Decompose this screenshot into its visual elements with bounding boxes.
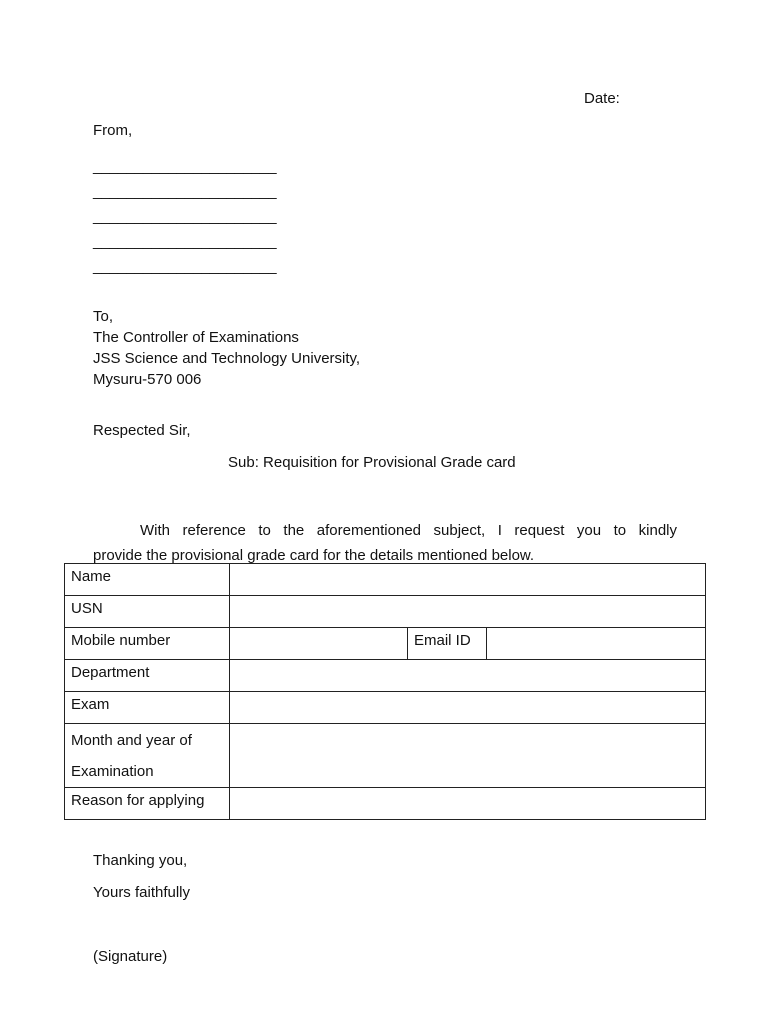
name-field[interactable]: [230, 564, 706, 596]
signature-label: (Signature): [93, 948, 168, 965]
from-blank-line[interactable]: ______________________: [93, 258, 277, 275]
reason-label: Reason for applying: [65, 788, 230, 820]
table-row: [65, 692, 706, 724]
name-label: Name: [65, 564, 230, 596]
details-table: [64, 563, 706, 820]
recipient-line: Mysuru-570 006: [93, 371, 202, 388]
month-year-label: [65, 724, 230, 788]
recipient-line: The Controller of Examinations: [93, 329, 299, 346]
body-paragraph: [93, 518, 677, 568]
from-blank-line[interactable]: ______________________: [93, 208, 277, 225]
usn-label: USN: [65, 596, 230, 628]
table-row: [65, 660, 706, 692]
salutation: Respected Sir,: [93, 422, 191, 439]
recipient-line: JSS Science and Technology University,: [93, 350, 361, 367]
month-year-field[interactable]: [230, 724, 706, 788]
table-row: [65, 788, 706, 820]
usn-field[interactable]: [230, 596, 706, 628]
from-blank-line[interactable]: ______________________: [93, 183, 277, 200]
closing-yours: Yours faithfully: [93, 884, 191, 901]
body-line: With reference to the aforementioned subject, I request you to kindly: [140, 522, 677, 539]
month-year-label-line: Month and year of: [71, 732, 192, 749]
table-row: [65, 564, 706, 596]
from-label: From,: [93, 122, 133, 139]
body-line: provide the provisional grade card for the details mentioned below.: [93, 547, 535, 564]
reason-field[interactable]: [230, 788, 706, 820]
email-field[interactable]: [487, 628, 706, 660]
table-row: [65, 596, 706, 628]
to-label: To,: [93, 308, 114, 325]
table-row: [65, 628, 706, 660]
mobile-label: Mobile number: [65, 628, 230, 660]
table-row: [65, 724, 706, 788]
email-label: Email ID: [408, 628, 487, 660]
closing-thanks: Thanking you,: [93, 852, 188, 869]
mobile-field[interactable]: [230, 628, 408, 660]
exam-label: Exam: [65, 692, 230, 724]
exam-field[interactable]: [230, 692, 706, 724]
from-blank-line[interactable]: ______________________: [93, 233, 277, 250]
recipient-address: [93, 306, 360, 390]
department-label: Department: [65, 660, 230, 692]
date-label: Date:: [584, 90, 620, 107]
month-year-label-line: Examination: [71, 763, 154, 780]
subject-line: Sub: Requisition for Provisional Grade card: [228, 454, 516, 471]
from-blank-line[interactable]: ______________________: [93, 158, 277, 175]
department-field[interactable]: [230, 660, 706, 692]
